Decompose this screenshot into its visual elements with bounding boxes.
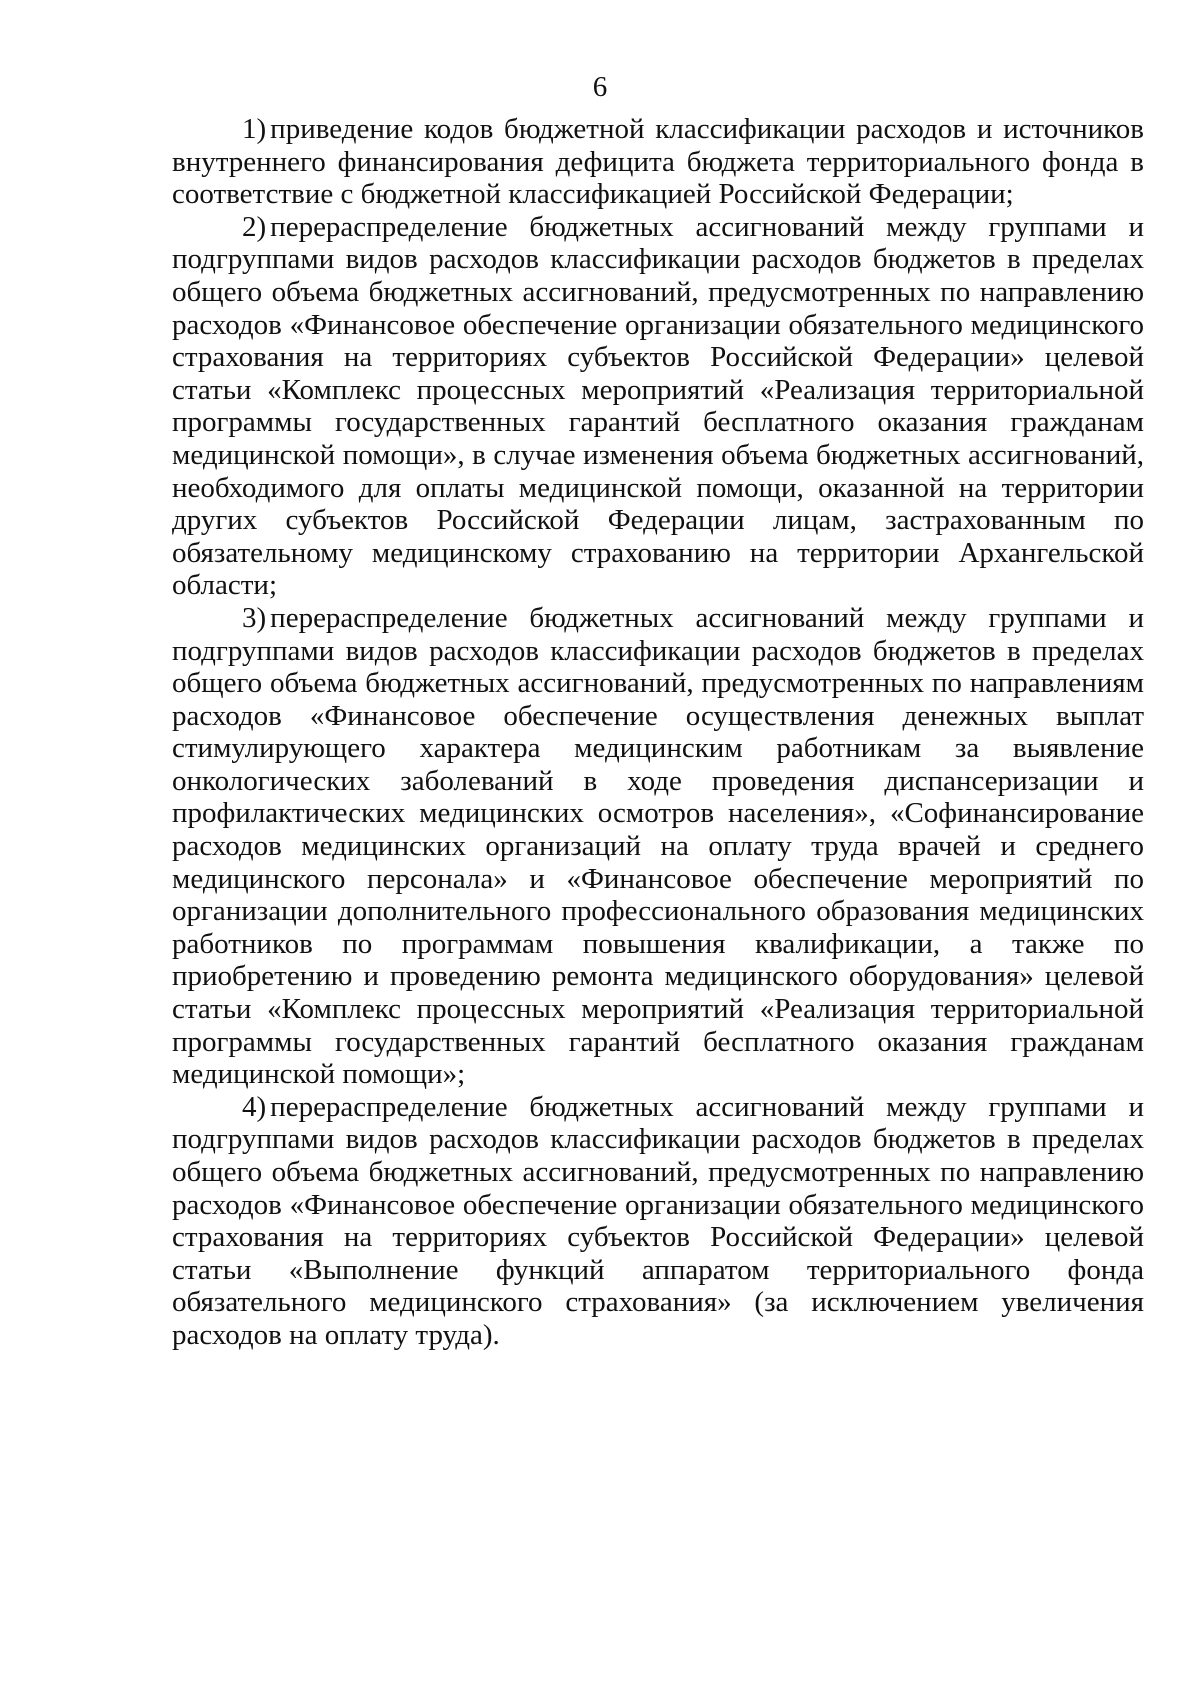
list-item-number: 4) — [242, 1090, 267, 1123]
list-item-text: перераспределение бюджетных ассигнований между группами и подгруппами видов расходов классификации расходов бюджетов в пределах общего объема бюджетных ассигнований, предусмотренных по направлению расходов «Финансовое обеспечение организации обязательного медицинского страхования на территориях субъектов Российской Федерации» целевой статьи «Выполнение функций аппаратом территориального фонда обязательного медицинского страхования» (за исключением увеличения расходов на оплату труда). — [172, 1090, 1144, 1351]
list-item-number: 2) — [242, 210, 267, 243]
list-item — [172, 211, 1144, 602]
list-item-number: 1) — [242, 113, 267, 145]
document-body — [172, 113, 1144, 1352]
list-item-text: перераспределение бюджетных ассигнований между группами и подгруппами видов расходов классификации расходов бюджетов в пределах общего объема бюджетных ассигнований, предусмотренных по направлениям расходов «Финансовое обеспечение осуществления денежных выплат стимулирующего характера медицинским работникам за выявление онкологических заболеваний в ходе проведения диспансеризации и профилактических медицинских осмотров населения», «Софинансирование расходов медицинских организаций на оплату труда врачей и среднего медицинского персонала» и «Финансовое обеспечение мероприятий по организации дополнительного профессионального образования медицинских работников по программам повышения квалификации, а также по приобретению и проведению ремонта медицинского оборудования» целевой статьи «Комплекс процессных мероприятий «Реализация территориальной программы государственных гарантий бесплатного оказания гражданам медицинской помощи»; — [172, 601, 1144, 1091]
list-item-text: приведение кодов бюджетной классификации расходов и источников внутреннего финансирования дефицита бюджета территориального фонда в соответствие с бюджетной классификацией Российской Федерации; — [172, 113, 1144, 211]
list-item-number: 3) — [242, 601, 267, 634]
list-item — [172, 602, 1144, 1091]
list-item — [172, 1091, 1144, 1352]
list-item-text: перераспределение бюджетных ассигнований между группами и подгруппами видов расходов классификации расходов бюджетов в пределах общего объема бюджетных ассигнований, предусмотренных по направлению расходов «Финансовое обеспечение организации обязательного медицинского страхования на территориях субъектов Российской Федерации» целевой статьи «Комплекс процессных мероприятий «Реализация территориальной программы государственных гарантий бесплатного оказания гражданам медицинской помощи», в случае изменения объема бюджетных ассигнований, необходимого для оплаты медицинской помощи, оказанной на территории других субъектов Российской Федерации лицам, застрахованным по обязательному медицинскому страхованию на территории Архангельской области; — [172, 210, 1144, 602]
list-item — [172, 113, 1144, 211]
page-number: 6 — [592, 71, 608, 103]
